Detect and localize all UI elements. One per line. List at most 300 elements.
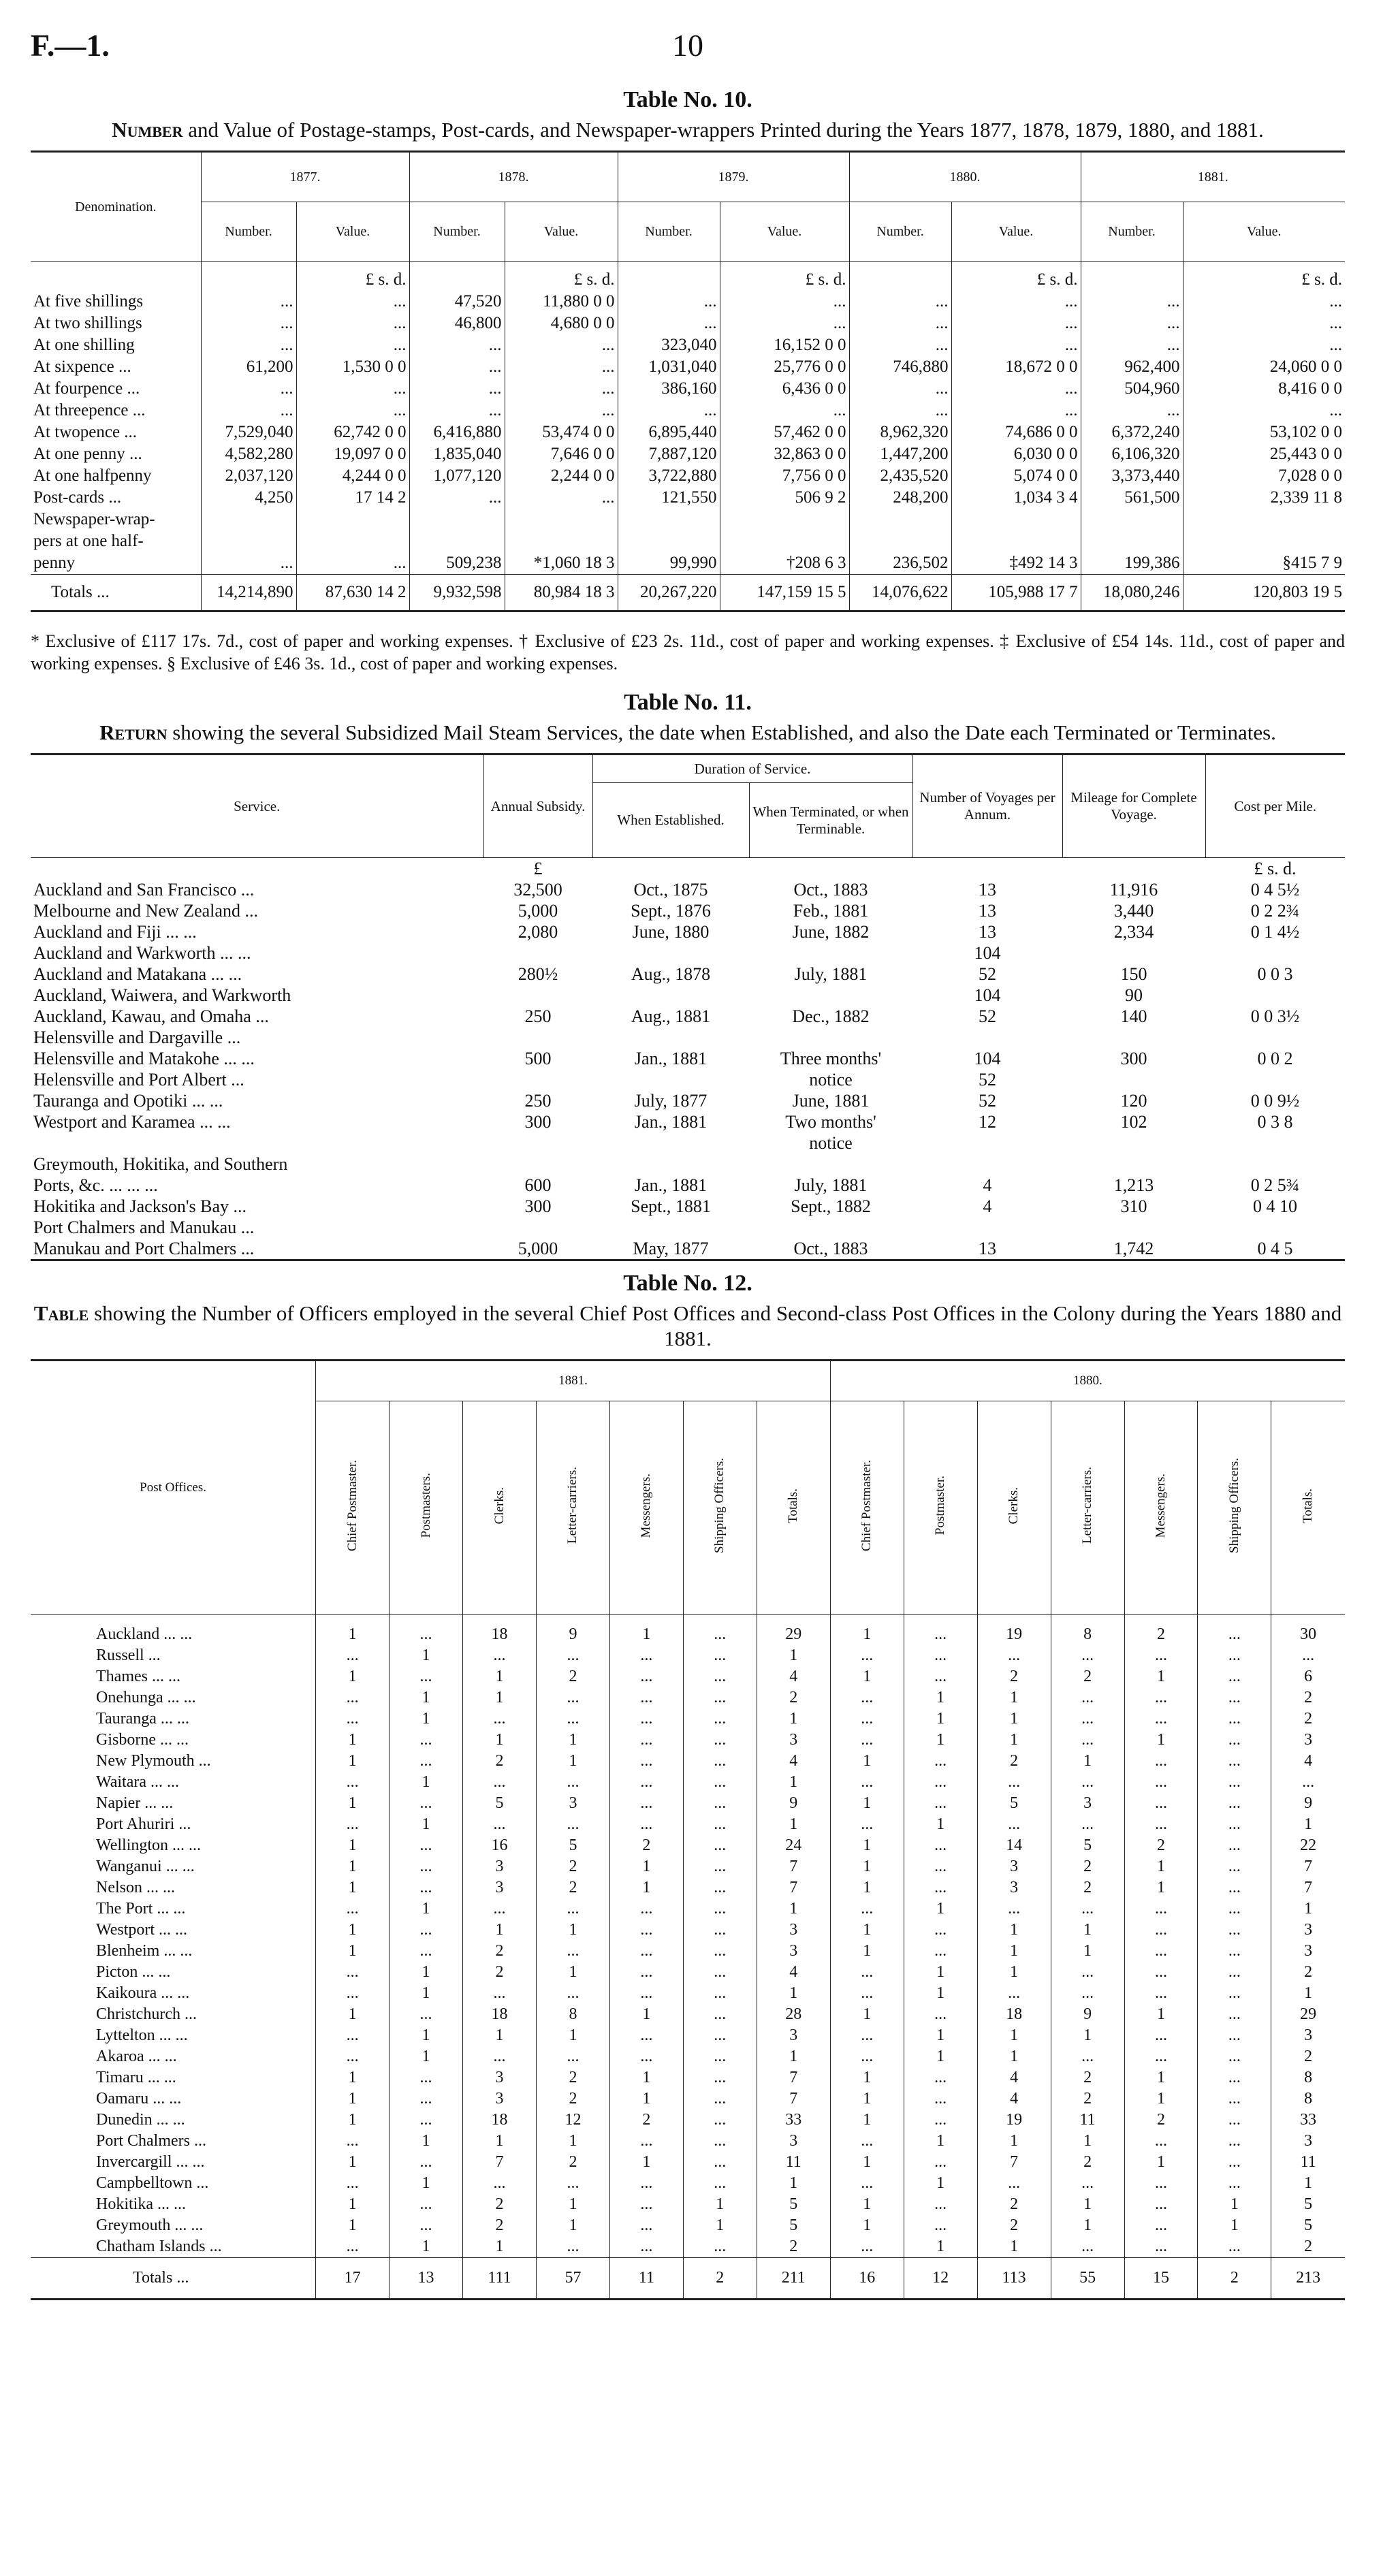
table-row xyxy=(31,1111,1345,1132)
cell: ... xyxy=(1198,1624,1271,1645)
cell: 4 xyxy=(757,1962,830,1983)
office-name: Port Ahuriri ... xyxy=(96,1815,191,1833)
office-name: Timaru ... ... xyxy=(96,2069,176,2086)
cell: 1 xyxy=(390,1772,463,1793)
cell: ... xyxy=(316,1772,390,1793)
cell: ... xyxy=(1198,1708,1271,1730)
est-cell: May, 1877 xyxy=(633,1239,709,1258)
table-10-footnotes: * Exclusive of £117 17s. 7d., cost of paper and working expenses. † Exclusive of £23 2s. 11d., cost of paper and working expenses. ‡ Exclusive of £54 14s. 11d., cost of paper and working expenses. § Exclusive of £46 3s. 1d., cost of paper and working expenses. xyxy=(31,631,1345,673)
cell: ... xyxy=(609,1645,683,1666)
cell: 1 xyxy=(904,1730,977,1751)
cell: ... xyxy=(316,2025,390,2046)
est-cell: Oct., 1875 xyxy=(633,880,708,900)
cell: ... xyxy=(1051,2046,1124,2067)
cell: ... xyxy=(904,1624,977,1645)
col-header: Shipping Officers. xyxy=(683,1401,757,1615)
cell: 1 xyxy=(830,2004,904,2025)
cell: 1 xyxy=(537,1730,610,1751)
table-10 xyxy=(31,150,1345,612)
cell: *1,060 18 3 xyxy=(505,552,618,575)
voy-cell: 52 xyxy=(979,1091,996,1111)
office-name: The Port ... ... xyxy=(96,1900,186,1918)
office-name: Wellington ... ... xyxy=(96,1836,202,1854)
cell: ... xyxy=(683,1687,757,1708)
cell: ... xyxy=(390,1730,463,1751)
cell: 746,880 xyxy=(849,356,951,378)
office-name: Invercargill ... ... xyxy=(96,2153,205,2171)
cell: 14 xyxy=(977,1835,1051,1856)
table-row xyxy=(31,1196,1345,1217)
subsidy-cell xyxy=(483,1154,592,1175)
cell: 2 xyxy=(463,1962,537,1983)
col-value: Value. xyxy=(951,202,1081,262)
cell: 6,372,240 xyxy=(1081,422,1183,443)
term-cell: notice xyxy=(809,1133,853,1153)
voy-cell: 104 xyxy=(974,985,1001,1005)
cell: ... xyxy=(1198,1751,1271,1772)
term-cell xyxy=(749,1217,912,1238)
cell: ... xyxy=(537,1898,610,1920)
cell: 236,502 xyxy=(849,552,951,575)
cell: ... xyxy=(409,378,505,400)
cell: ... xyxy=(1198,2004,1271,2025)
cell: 2 xyxy=(537,1666,610,1687)
cell: 33 xyxy=(757,2110,830,2131)
cell: ... xyxy=(505,378,618,400)
cell: ... xyxy=(1124,2194,1198,2215)
cell: ... xyxy=(463,1814,537,1835)
mile-cell xyxy=(1062,1132,1205,1154)
cell: ... xyxy=(609,2131,683,2152)
cell: ... xyxy=(1198,2088,1271,2110)
cell: 4 xyxy=(977,2067,1051,2088)
col-header: Letter-carriers. xyxy=(1051,1401,1124,1615)
cell: 2 xyxy=(1051,2067,1124,2088)
cell: ... xyxy=(1124,1772,1198,1793)
office-name: Kaikoura ... ... xyxy=(96,1984,190,2002)
term-cell xyxy=(749,1027,912,1048)
cost-cell: 0 0 9½ xyxy=(1250,1091,1300,1111)
cell: ... xyxy=(296,378,409,400)
table-row xyxy=(31,879,1345,900)
voy-cell xyxy=(912,1217,1062,1238)
unit-label: £ s. d. xyxy=(505,262,618,291)
cell: 18 xyxy=(463,1624,537,1645)
cell: ... xyxy=(1198,1898,1271,1920)
cell: ... xyxy=(1081,313,1183,334)
cell: 2,339 11 8 xyxy=(1183,487,1345,509)
cell: 1 xyxy=(609,2067,683,2088)
cell xyxy=(505,530,618,552)
subsidy-cell: 2,080 xyxy=(518,922,558,942)
cell: 4,250 xyxy=(201,487,296,509)
cell: ... xyxy=(316,1814,390,1835)
cell: ... xyxy=(1198,1666,1271,1687)
cell: 1 xyxy=(830,2152,904,2173)
cell: ... xyxy=(409,334,505,356)
cell: ... xyxy=(1124,1645,1198,1666)
cell: 2 xyxy=(609,1835,683,1856)
table-11-caption: Return showing the several Subsidized Mail Steam Services, the date when Established, and also the Date each Terminated or Terminates. xyxy=(99,720,1276,744)
cell: ... xyxy=(1183,334,1345,356)
cell: ... xyxy=(904,2088,977,2110)
cell: 24 xyxy=(757,1835,830,1856)
cell: 213 xyxy=(1271,2258,1345,2300)
term-cell xyxy=(749,985,912,1006)
cell: 11 xyxy=(757,2152,830,2173)
table-row xyxy=(31,1006,1345,1027)
cell: 7 xyxy=(463,2152,537,2173)
cell: ... xyxy=(537,1814,610,1835)
cell: 24,060 0 0 xyxy=(1183,356,1345,378)
cell xyxy=(1081,509,1183,530)
table-row xyxy=(31,2088,1345,2110)
cell: 1 xyxy=(1124,1666,1198,1687)
cell: ... xyxy=(1124,2131,1198,2152)
cell: 1 xyxy=(830,2067,904,2088)
mile-cell: 1,213 xyxy=(1113,1175,1154,1195)
cell: ... xyxy=(618,400,720,422)
cell: 1 xyxy=(1051,2215,1124,2236)
cost-cell: 0 0 3 xyxy=(1257,964,1293,984)
cell: 1 xyxy=(977,1687,1051,1708)
cell: 1 xyxy=(1271,1983,1345,2004)
cost-cell: 0 0 2 xyxy=(1257,1049,1293,1068)
cell: 3 xyxy=(1271,1920,1345,1941)
cell: ... xyxy=(618,313,720,334)
term-cell: Two months' xyxy=(785,1112,876,1132)
cell: 2 xyxy=(1124,2110,1198,2131)
table-row xyxy=(31,530,1345,552)
cell: 1 xyxy=(1271,1814,1345,1835)
cell: 99,990 xyxy=(618,552,720,575)
cell: 3 xyxy=(537,1793,610,1814)
cell: 3 xyxy=(1271,2025,1345,2046)
cost-cell: 0 2 5¾ xyxy=(1250,1175,1300,1195)
cell: ... xyxy=(683,2110,757,2131)
cell: 7 xyxy=(757,1856,830,1877)
unit-label: £ s. d. xyxy=(951,262,1081,291)
cell: 5,074 0 0 xyxy=(951,465,1081,487)
term-cell: notice xyxy=(809,1070,853,1090)
term-cell: June, 1882 xyxy=(792,922,870,942)
table-row xyxy=(31,1666,1345,1687)
cell xyxy=(720,509,849,530)
voy-cell xyxy=(912,1027,1062,1048)
table-row xyxy=(31,1132,1345,1154)
cell: 1 xyxy=(904,1983,977,2004)
cell: ... xyxy=(537,2173,610,2194)
cell: 1 xyxy=(904,1898,977,1920)
cell: 111 xyxy=(463,2258,537,2300)
cell: 16 xyxy=(830,2258,904,2300)
cell: 55 xyxy=(1051,2258,1124,2300)
cell: ... xyxy=(951,378,1081,400)
cell: 1 xyxy=(830,2110,904,2131)
cell: 7,887,120 xyxy=(618,443,720,465)
cell: ... xyxy=(683,1877,757,1898)
office-name: Lyttelton ... ... xyxy=(96,2026,188,2044)
cell: 2 xyxy=(977,2215,1051,2236)
cell: 2 xyxy=(1051,1666,1124,1687)
cell: 1 xyxy=(463,1687,537,1708)
cell: 1 xyxy=(609,2152,683,2173)
term-cell: Feb., 1881 xyxy=(793,901,869,921)
mile-cell xyxy=(1062,942,1205,964)
cell: 504,960 xyxy=(1081,378,1183,400)
cell: ... xyxy=(609,2025,683,2046)
cell: ... xyxy=(904,1751,977,1772)
cell: 5 xyxy=(757,2215,830,2236)
table-row xyxy=(31,2173,1345,2194)
cell: ... xyxy=(683,1751,757,1772)
cell: 1 xyxy=(830,1856,904,1877)
est-cell: Sept., 1876 xyxy=(631,901,711,921)
row-label: Newspaper-wrap- xyxy=(33,510,155,528)
est-cell: Aug., 1881 xyxy=(631,1006,711,1026)
service-cell: Helensville and Matakohe ... ... xyxy=(33,1049,255,1068)
cell: ... xyxy=(537,1645,610,1666)
cell: ... xyxy=(505,334,618,356)
cell: 3,722,880 xyxy=(618,465,720,487)
cell: 7 xyxy=(977,2152,1051,2173)
cell: 16,152 0 0 xyxy=(720,334,849,356)
cost-cell: 0 2 2¾ xyxy=(1250,901,1300,921)
cell: 1 xyxy=(316,2152,390,2173)
row-label: At fourpence ... xyxy=(33,379,140,398)
cell: ... xyxy=(316,2131,390,2152)
cell: 2 xyxy=(757,1687,830,1708)
table-row xyxy=(31,552,1345,575)
cell: ... xyxy=(1081,334,1183,356)
table-row xyxy=(31,1645,1345,1666)
cell: 19 xyxy=(977,1624,1051,1645)
col-header: Totals. xyxy=(1271,1401,1345,1615)
col-denomination: Denomination. xyxy=(31,152,201,262)
table-10-section xyxy=(31,87,1345,675)
cell: 1 xyxy=(316,1751,390,1772)
mile-cell: 120 xyxy=(1120,1091,1147,1111)
table-row xyxy=(31,2004,1345,2025)
cell: ... xyxy=(904,2194,977,2215)
cell: 8,962,320 xyxy=(849,422,951,443)
cell: ... xyxy=(951,334,1081,356)
cell: ... xyxy=(1198,1687,1271,1708)
term-cell: Three months' xyxy=(780,1049,882,1068)
cell: ... xyxy=(830,1962,904,1983)
year-header: 1878. xyxy=(409,152,618,202)
cell: 5 xyxy=(757,2194,830,2215)
cell: 1,077,120 xyxy=(409,465,505,487)
table-row xyxy=(31,1154,1345,1175)
cell: 16 xyxy=(463,1835,537,1856)
cell xyxy=(296,530,409,552)
cell: ... xyxy=(830,2173,904,2194)
office-name: Westport ... ... xyxy=(96,1921,188,1939)
cell: 25,776 0 0 xyxy=(720,356,849,378)
table-12-caption: Table showing the Number of Officers employed in the several Chief Post Offices and Second-class Post Offices in the Colony during the Years 1880 and 1881. xyxy=(33,1301,1342,1350)
cell: ... xyxy=(390,2194,463,2215)
cell: 1 xyxy=(609,2004,683,2025)
cell: 1 xyxy=(1051,1920,1124,1941)
cell: ... xyxy=(683,1624,757,1645)
cell: ... xyxy=(1198,2025,1271,2046)
cell: 8 xyxy=(537,2004,610,2025)
cell: 29 xyxy=(1271,2004,1345,2025)
table-row xyxy=(31,2215,1345,2236)
term-cell: Dec., 1882 xyxy=(792,1006,870,1026)
cell: ... xyxy=(316,1983,390,2004)
table-row xyxy=(31,1751,1345,1772)
cell: 1 xyxy=(1051,1751,1124,1772)
table-row xyxy=(31,487,1345,509)
cell: 2 xyxy=(1124,1835,1198,1856)
cell: ... xyxy=(830,2131,904,2152)
cell: 1 xyxy=(1124,1856,1198,1877)
term-cell: July, 1881 xyxy=(794,964,868,984)
cell: 7 xyxy=(757,2088,830,2110)
cell: 1 xyxy=(390,2025,463,2046)
table-row xyxy=(31,1624,1345,1645)
cell: 1 xyxy=(904,1962,977,1983)
cell xyxy=(1183,509,1345,530)
cell: ... xyxy=(609,2173,683,2194)
cell: 9 xyxy=(1051,2004,1124,2025)
cell: 4,244 0 0 xyxy=(296,465,409,487)
cell: 2 xyxy=(1271,1687,1345,1708)
cell: 1 xyxy=(904,1687,977,1708)
cell: 3 xyxy=(977,1877,1051,1898)
service-cell: Tauranga and Opotiki ... ... xyxy=(33,1091,223,1111)
cell: 7 xyxy=(1271,1877,1345,1898)
cell: ... xyxy=(296,552,409,575)
cell: ... xyxy=(977,1772,1051,1793)
cell: ... xyxy=(390,1941,463,1962)
cell: 11 xyxy=(1051,2110,1124,2131)
cell: ... xyxy=(316,1687,390,1708)
est-cell xyxy=(592,1027,749,1048)
office-name: Russell ... xyxy=(96,1647,161,1664)
table-row xyxy=(31,1238,1345,1260)
cell: ... xyxy=(537,2046,610,2067)
table-row xyxy=(31,1814,1345,1835)
service-cell: Greymouth, Hokitika, and Southern xyxy=(33,1154,288,1174)
table-10-title: Table No. 10. xyxy=(623,87,752,112)
subsidy-cell: 300 xyxy=(524,1196,552,1216)
cell: ... xyxy=(463,1772,537,1793)
table-11-section xyxy=(31,690,1345,1261)
cell: 1 xyxy=(1198,2215,1271,2236)
est-cell xyxy=(592,1069,749,1090)
col-post-offices: Post Offices. xyxy=(31,1361,316,1615)
cell: 19 xyxy=(977,2110,1051,2131)
cell: 1 xyxy=(683,2215,757,2236)
cell: ... xyxy=(409,356,505,378)
subsidy-cell: 250 xyxy=(524,1091,552,1111)
cell: 1 xyxy=(537,1920,610,1941)
cell: ... xyxy=(1198,1772,1271,1793)
subsidy-cell: 280½ xyxy=(518,964,558,984)
cell: 7,646 0 0 xyxy=(505,443,618,465)
cell: ... xyxy=(201,400,296,422)
cell: 57,462 0 0 xyxy=(720,422,849,443)
cell: 1 xyxy=(1124,1730,1198,1751)
cell: 1 xyxy=(830,1920,904,1941)
cell: 121,550 xyxy=(618,487,720,509)
cell: 5 xyxy=(537,1835,610,1856)
cell: ... xyxy=(1198,1877,1271,1898)
cell: 1 xyxy=(316,1666,390,1687)
cost-cell: 0 3 8 xyxy=(1257,1112,1293,1132)
cost-cell xyxy=(1205,942,1345,964)
cell: ... xyxy=(1124,1898,1198,1920)
cell: ... xyxy=(390,2215,463,2236)
table-row xyxy=(31,1877,1345,1898)
table-row xyxy=(31,2046,1345,2067)
cell: ... xyxy=(683,1708,757,1730)
table-row xyxy=(31,1962,1345,1983)
cell: ... xyxy=(618,291,720,313)
cell: 1 xyxy=(316,1835,390,1856)
col-cost-per-mile: Cost per Mile. xyxy=(1205,754,1345,858)
cell: ... xyxy=(904,2110,977,2131)
cell: 1 xyxy=(830,1624,904,1645)
cell: ... xyxy=(609,1920,683,1941)
col-header: Postmasters. xyxy=(390,1401,463,1615)
col-header: Clerks. xyxy=(463,1401,537,1615)
cell: ... xyxy=(1051,1645,1124,1666)
cell: ... xyxy=(904,1877,977,1898)
office-name: Gisborne ... ... xyxy=(96,1731,189,1749)
cell: 1 xyxy=(977,1920,1051,1941)
cell xyxy=(618,509,720,530)
cost-cell: 0 1 4½ xyxy=(1250,922,1300,942)
cell: 19,097 0 0 xyxy=(296,443,409,465)
cell: ... xyxy=(201,334,296,356)
cell: ... xyxy=(609,2194,683,2215)
office-name: Auckland ... ... xyxy=(96,1625,193,1643)
cell: ... xyxy=(830,1772,904,1793)
cell: 2 xyxy=(1051,2088,1124,2110)
cell: ... xyxy=(390,1793,463,1814)
row-label: At twopence ... xyxy=(33,423,138,441)
cell: 1 xyxy=(537,2215,610,2236)
cell: ... xyxy=(463,1645,537,1666)
col-header: Clerks. xyxy=(977,1401,1051,1615)
cell: 962,400 xyxy=(1081,356,1183,378)
col-number: Number. xyxy=(409,202,505,262)
table-row xyxy=(31,356,1345,378)
cell: 80,984 18 3 xyxy=(505,575,618,611)
service-cell: Manukau and Port Chalmers ... xyxy=(33,1239,255,1258)
cell: 2 xyxy=(537,2088,610,2110)
subsidy-cell xyxy=(483,1217,592,1238)
subsidy-cell xyxy=(483,942,592,964)
cell: ... xyxy=(390,2067,463,2088)
table-11 xyxy=(31,753,1345,1261)
subsidy-cell: 5,000 xyxy=(518,1239,558,1258)
cell: ... xyxy=(1198,1793,1271,1814)
cell: ... xyxy=(537,2236,610,2258)
cell: ... xyxy=(683,1666,757,1687)
cell: 6,030 0 0 xyxy=(951,443,1081,465)
cell: ... xyxy=(683,1920,757,1941)
cell: ... xyxy=(316,2236,390,2258)
cell: ... xyxy=(977,1645,1051,1666)
cell: ... xyxy=(1124,1708,1198,1730)
cell: 1 xyxy=(390,1983,463,2004)
cell: ... xyxy=(390,1624,463,1645)
